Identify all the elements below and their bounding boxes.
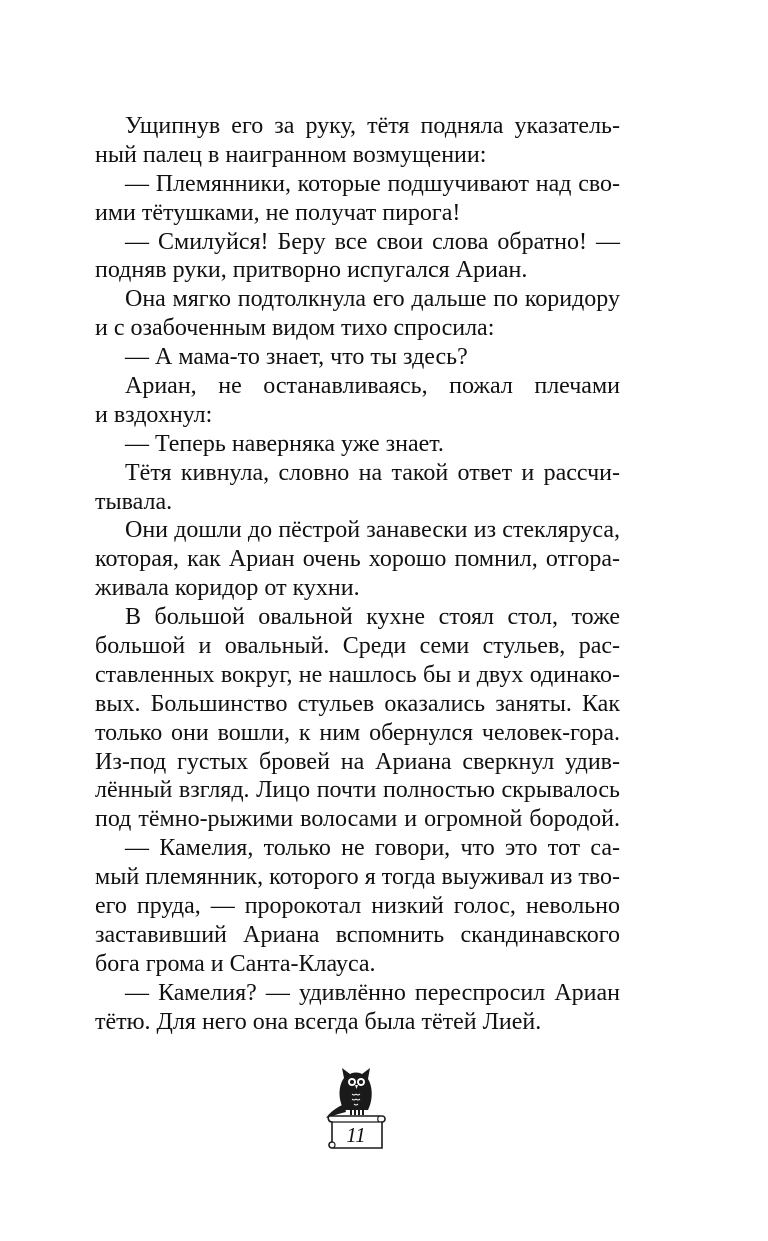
- text-line: подняв руки, притворно испугался Ариан.: [95, 257, 528, 284]
- page-number: 11: [346, 1123, 366, 1147]
- text-line: — Камелия? — удивлённо переспросил Ариан: [125, 979, 620, 1006]
- text-line: его пруда, — пророкотал низкий голос, невольно: [95, 893, 620, 920]
- text-line: под тёмно-рыжими волосами и огромной бородой.: [95, 806, 620, 833]
- text-line: — Племянники, которые подшучивают над сво-: [125, 170, 620, 197]
- text-line: заставивший Ариана вспомнить скандинавского: [95, 921, 620, 948]
- text-line: которая, как Ариан очень хорошо помнил, отгора-: [95, 546, 620, 573]
- text-line: ставленных вокруг, не нашлось бы и двух одинако-: [95, 661, 620, 688]
- text-line: лённый взгляд. Лицо почти полностью скрывалось: [95, 777, 620, 804]
- text-line: Она мягко подтолкнула его дальше по коридору: [125, 286, 620, 313]
- text-line: Тётя кивнула, словно на такой ответ и рассчи-: [125, 459, 620, 486]
- text-line: тывала.: [95, 488, 173, 515]
- book-page-text: [95, 112, 620, 1037]
- text-line: Ущипнув его за руку, тётя подняла указатель-: [125, 113, 620, 139]
- page-footer: [322, 1052, 390, 1152]
- text-line: и с озабоченным видом тихо спросила:: [95, 315, 495, 342]
- text-line: и вздохнул:: [95, 401, 213, 428]
- text-line: большой и овальный. Среди семи стульев, рас-: [95, 633, 620, 660]
- text-line: ими тётушками, не получат пирога!: [95, 199, 461, 226]
- text-line: живала коридор от кухни.: [95, 575, 360, 602]
- text-line: тётю. Для него она всегда была тётей Лией.: [95, 1008, 542, 1035]
- text-line: ный палец в наигранном возмущении:: [95, 141, 487, 168]
- text-line: — А мама-то знает, что ты здесь?: [125, 344, 468, 371]
- text-line: Ариан, не останавливаясь, пожал плечами: [125, 373, 620, 400]
- text-line: вых. Большинство стульев оказались заняты. Как: [95, 690, 620, 717]
- text-line: только они вошли, к ним обернулся человек-гора.: [95, 719, 620, 746]
- text-line: — Камелия, только не говори, что это тот са-: [125, 835, 620, 862]
- text-line: Они дошли до пёстрой занавески из стекляруса,: [125, 517, 620, 544]
- text-line: мый племянник, которого я тогда выуживал из тво-: [95, 864, 620, 891]
- text-line: В большой овальной кухне стоял стол, тоже: [125, 604, 620, 631]
- text-line: — Теперь наверняка уже знает.: [125, 430, 444, 457]
- text-line: бога грома и Санта-Клауса.: [95, 950, 376, 977]
- text-line: — Смилуйся! Беру все свои слова обратно! —: [125, 228, 620, 255]
- text-line: Из-под густых бровей на Ариана сверкнул удив-: [95, 748, 620, 775]
